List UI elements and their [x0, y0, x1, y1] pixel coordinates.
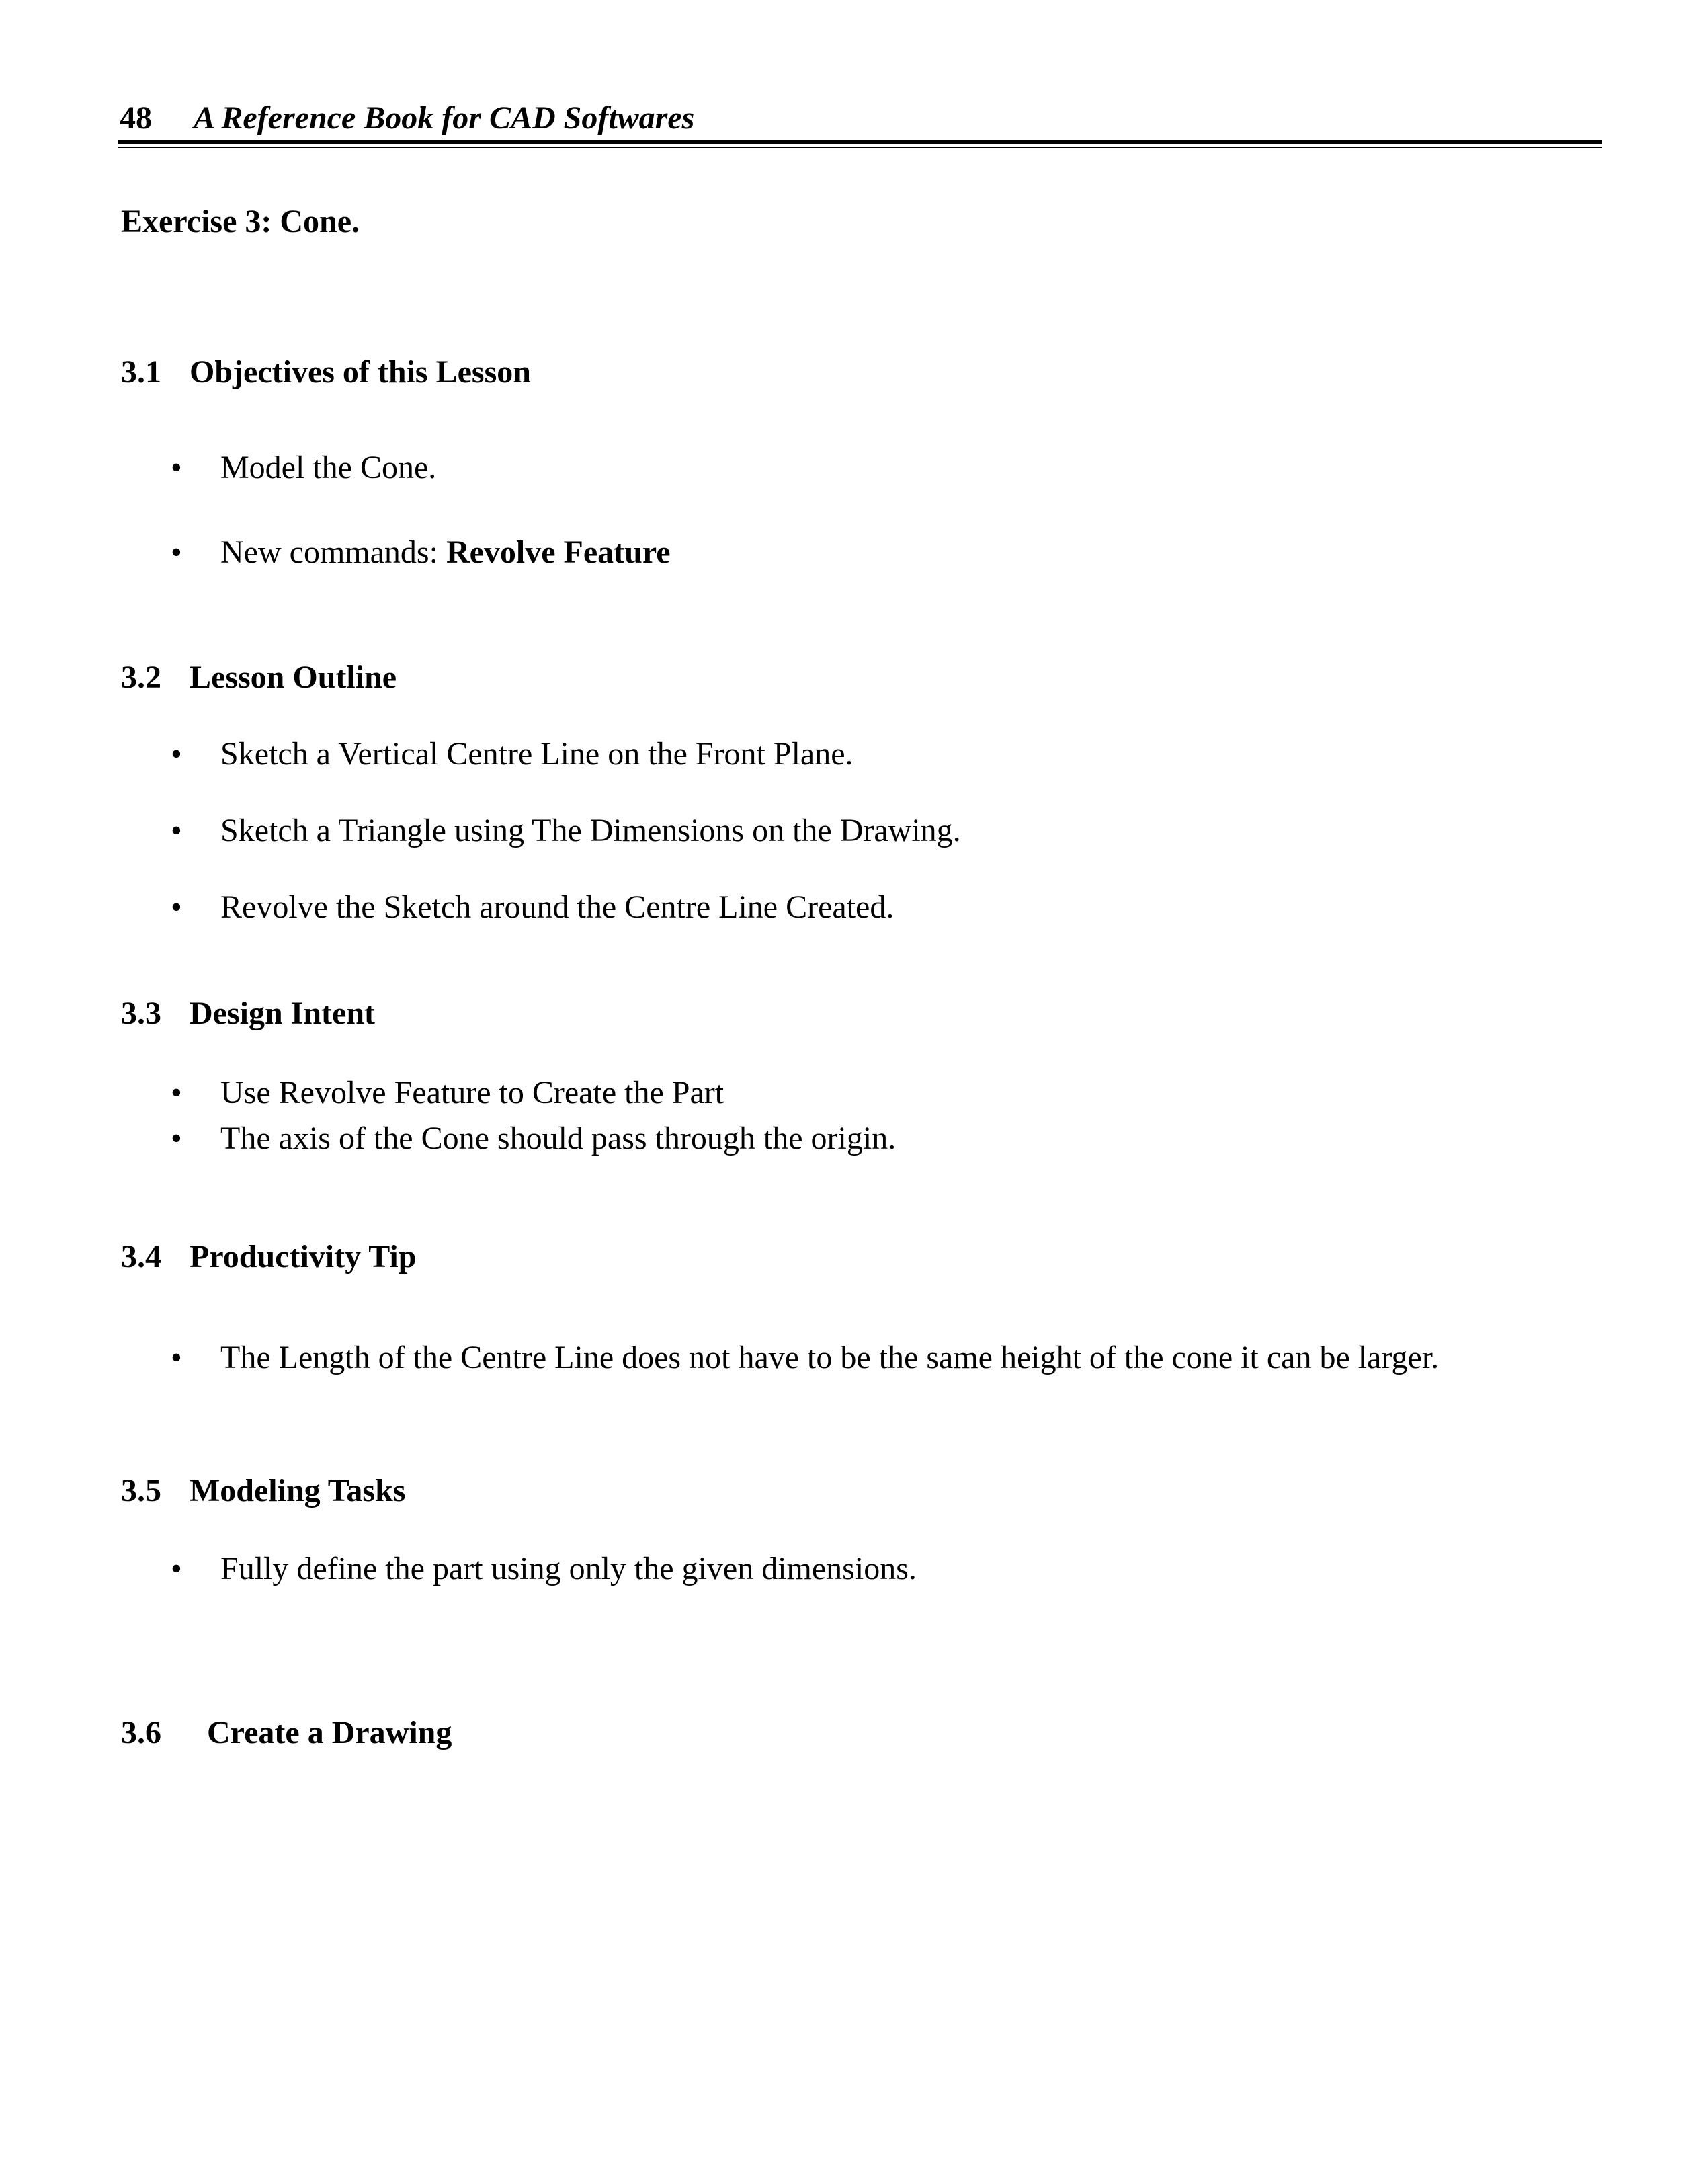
section-number: 3.3	[121, 996, 161, 1031]
list-item	[171, 811, 1515, 851]
page-number: 48	[120, 100, 152, 136]
bullet-icon: •	[171, 1075, 182, 1110]
command-name: Revolve Feature	[446, 534, 671, 570]
section-heading-productivity-tip	[121, 1237, 416, 1277]
bullet-icon: •	[171, 813, 182, 848]
list-item	[171, 1338, 1602, 1378]
header-rule-thin	[118, 147, 1602, 148]
list-item	[171, 887, 1515, 928]
running-header	[120, 98, 1602, 138]
section-title: Lesson Outline	[190, 659, 397, 695]
section-title: Design Intent	[190, 996, 376, 1031]
section-heading-modeling-tasks	[121, 1471, 405, 1511]
section-number: 3.6	[121, 1715, 161, 1750]
list-item	[171, 1119, 1515, 1159]
section-heading-objectives	[121, 352, 531, 393]
bullet-icon: •	[171, 1121, 182, 1156]
section-number: 3.1	[121, 354, 161, 390]
header-rule-thick	[118, 140, 1602, 144]
section-title: Modeling Tasks	[190, 1473, 406, 1508]
list-item	[171, 1549, 1515, 1589]
list-item-text: The Length of the Centre Line does not have to be the same height of the cone it can be larger.	[220, 1340, 1440, 1375]
bullet-icon: •	[171, 889, 182, 925]
section-title: Productivity Tip	[190, 1239, 417, 1275]
section-number: 3.5	[121, 1473, 161, 1508]
list-item-text: New commands:	[220, 534, 446, 570]
section-number: 3.2	[121, 659, 161, 695]
list-item	[171, 448, 1515, 488]
exercise-title: Exercise 3: Cone.	[121, 204, 360, 239]
section-number: 3.4	[121, 1239, 161, 1275]
section-heading-create-drawing	[121, 1713, 452, 1753]
list-item	[171, 532, 1515, 573]
bullet-icon: •	[171, 534, 182, 570]
list-item-text: Fully define the part using only the given dimensions.	[220, 1551, 917, 1586]
list-item	[171, 734, 1515, 774]
list-item	[171, 1073, 1515, 1113]
section-title: Objectives of this Lesson	[190, 354, 531, 390]
bullet-icon: •	[171, 450, 182, 485]
list-item-text: Use Revolve Feature to Create the Part	[220, 1075, 724, 1110]
section-title: Create a Drawing	[207, 1715, 452, 1750]
bullet-icon: •	[171, 736, 182, 772]
bullet-icon: •	[171, 1551, 182, 1586]
list-item-text: The axis of the Cone should pass through the origin.	[220, 1121, 897, 1156]
section-heading-design-intent	[121, 994, 375, 1034]
list-item-text: Sketch a Triangle using The Dimensions on the Drawing.	[220, 813, 961, 848]
list-item-text: Revolve the Sketch around the Centre Line Created.	[220, 889, 894, 925]
section-heading-outline	[121, 657, 397, 698]
list-item-text: Sketch a Vertical Centre Line on the Front Plane.	[220, 736, 854, 772]
book-title: A Reference Book for CAD Softwares	[194, 100, 695, 136]
list-item-text: Model the Cone.	[220, 450, 437, 485]
bullet-icon: •	[171, 1340, 182, 1375]
list-item-text-group	[220, 532, 671, 573]
